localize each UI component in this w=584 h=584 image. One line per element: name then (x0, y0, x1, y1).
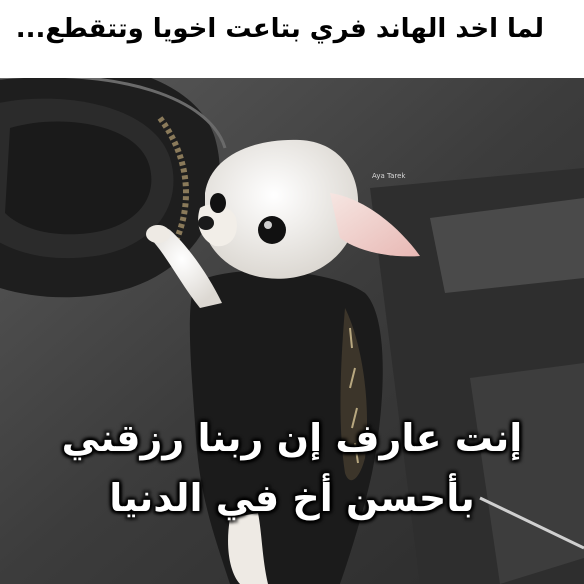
meme-caption: لما اخد الهاند فري بتاعت اخويا وتتقطع... (15, 14, 544, 44)
caption-bar (0, 0, 584, 78)
watermark: Aya Tarek (372, 172, 406, 180)
overlay-line-1: إنت عارف إن ربنا رزقني (61, 416, 523, 460)
dog-nose (198, 216, 214, 230)
dog-eye (258, 216, 286, 244)
dog-far-eye (210, 193, 226, 213)
overlay-line-2: بأحسن أخ في الدنيا (109, 476, 475, 520)
dog-paw (146, 225, 170, 243)
meme-photo (0, 78, 584, 584)
